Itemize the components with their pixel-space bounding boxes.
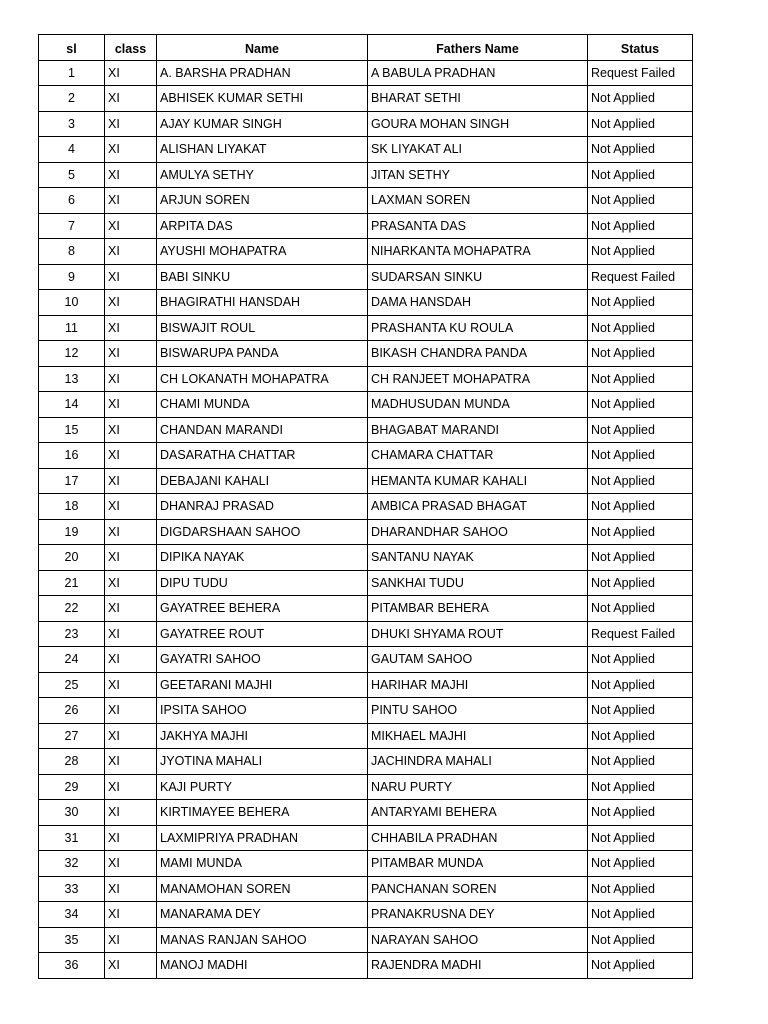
table-row bbox=[39, 341, 693, 367]
table-row bbox=[39, 468, 693, 494]
cell-fathers-name: NARAYAN SAHOO bbox=[368, 927, 588, 953]
cell-status: Request Failed bbox=[588, 60, 693, 86]
cell-fathers-name: ANTARYAMI BEHERA bbox=[368, 800, 588, 826]
cell-fathers-name: SK LIYAKAT ALI bbox=[368, 137, 588, 163]
cell-class: XI bbox=[105, 162, 157, 188]
table-row bbox=[39, 927, 693, 953]
cell-status: Not Applied bbox=[588, 494, 693, 520]
header-sl: sl bbox=[39, 35, 105, 61]
cell-sl: 4 bbox=[39, 137, 105, 163]
cell-fathers-name: DAMA HANSDAH bbox=[368, 290, 588, 316]
cell-sl: 13 bbox=[39, 366, 105, 392]
header-fathers-name: Fathers Name bbox=[368, 35, 588, 61]
cell-class: XI bbox=[105, 570, 157, 596]
cell-name: GAYATREE ROUT bbox=[157, 621, 368, 647]
cell-status: Not Applied bbox=[588, 749, 693, 775]
table-row bbox=[39, 366, 693, 392]
cell-status: Not Applied bbox=[588, 902, 693, 928]
cell-class: XI bbox=[105, 545, 157, 571]
cell-name: JYOTINA MAHALI bbox=[157, 749, 368, 775]
cell-class: XI bbox=[105, 341, 157, 367]
cell-name: AJAY KUMAR SINGH bbox=[157, 111, 368, 137]
cell-name: CHANDAN MARANDI bbox=[157, 417, 368, 443]
cell-status: Not Applied bbox=[588, 953, 693, 979]
cell-status: Not Applied bbox=[588, 392, 693, 418]
cell-sl: 25 bbox=[39, 672, 105, 698]
cell-sl: 18 bbox=[39, 494, 105, 520]
table-row bbox=[39, 902, 693, 928]
cell-fathers-name: NARU PURTY bbox=[368, 774, 588, 800]
table-row bbox=[39, 749, 693, 775]
cell-class: XI bbox=[105, 596, 157, 622]
table-row bbox=[39, 774, 693, 800]
cell-name: GEETARANI MAJHI bbox=[157, 672, 368, 698]
cell-fathers-name: HEMANTA KUMAR KAHALI bbox=[368, 468, 588, 494]
cell-sl: 6 bbox=[39, 188, 105, 214]
cell-status: Request Failed bbox=[588, 264, 693, 290]
cell-status: Not Applied bbox=[588, 417, 693, 443]
cell-class: XI bbox=[105, 137, 157, 163]
cell-fathers-name: DHUKI SHYAMA ROUT bbox=[368, 621, 588, 647]
cell-name: MANAMOHAN SOREN bbox=[157, 876, 368, 902]
cell-sl: 5 bbox=[39, 162, 105, 188]
cell-class: XI bbox=[105, 902, 157, 928]
cell-status: Not Applied bbox=[588, 111, 693, 137]
cell-class: XI bbox=[105, 188, 157, 214]
cell-fathers-name: PITAMBAR BEHERA bbox=[368, 596, 588, 622]
cell-name: KIRTIMAYEE BEHERA bbox=[157, 800, 368, 826]
cell-sl: 9 bbox=[39, 264, 105, 290]
cell-class: XI bbox=[105, 825, 157, 851]
cell-sl: 20 bbox=[39, 545, 105, 571]
cell-class: XI bbox=[105, 647, 157, 673]
table-row bbox=[39, 60, 693, 86]
cell-fathers-name: MADHUSUDAN MUNDA bbox=[368, 392, 588, 418]
cell-class: XI bbox=[105, 239, 157, 265]
cell-fathers-name: CH RANJEET MOHAPATRA bbox=[368, 366, 588, 392]
cell-name: KAJI PURTY bbox=[157, 774, 368, 800]
cell-name: IPSITA SAHOO bbox=[157, 698, 368, 724]
table-row bbox=[39, 825, 693, 851]
cell-status: Not Applied bbox=[588, 723, 693, 749]
table-body bbox=[39, 60, 693, 978]
cell-name: BABI SINKU bbox=[157, 264, 368, 290]
cell-fathers-name: HARIHAR MAJHI bbox=[368, 672, 588, 698]
cell-class: XI bbox=[105, 443, 157, 469]
cell-name: DIGDARSHAAN SAHOO bbox=[157, 519, 368, 545]
cell-class: XI bbox=[105, 876, 157, 902]
cell-name: MANAS RANJAN SAHOO bbox=[157, 927, 368, 953]
cell-class: XI bbox=[105, 774, 157, 800]
cell-fathers-name: JITAN SETHY bbox=[368, 162, 588, 188]
cell-class: XI bbox=[105, 953, 157, 979]
cell-status: Not Applied bbox=[588, 672, 693, 698]
cell-status: Not Applied bbox=[588, 698, 693, 724]
cell-status: Not Applied bbox=[588, 647, 693, 673]
cell-status: Not Applied bbox=[588, 162, 693, 188]
cell-class: XI bbox=[105, 366, 157, 392]
cell-class: XI bbox=[105, 86, 157, 112]
cell-class: XI bbox=[105, 494, 157, 520]
cell-sl: 23 bbox=[39, 621, 105, 647]
table-row bbox=[39, 443, 693, 469]
cell-sl: 29 bbox=[39, 774, 105, 800]
cell-sl: 11 bbox=[39, 315, 105, 341]
header-class: class bbox=[105, 35, 157, 61]
cell-class: XI bbox=[105, 264, 157, 290]
cell-sl: 33 bbox=[39, 876, 105, 902]
cell-class: XI bbox=[105, 468, 157, 494]
table-row bbox=[39, 239, 693, 265]
cell-name: MAMI MUNDA bbox=[157, 851, 368, 877]
cell-sl: 27 bbox=[39, 723, 105, 749]
cell-fathers-name: GAUTAM SAHOO bbox=[368, 647, 588, 673]
cell-fathers-name: PITAMBAR MUNDA bbox=[368, 851, 588, 877]
cell-sl: 7 bbox=[39, 213, 105, 239]
table-row bbox=[39, 137, 693, 163]
cell-fathers-name: PRASHANTA KU ROULA bbox=[368, 315, 588, 341]
cell-fathers-name: SANKHAI TUDU bbox=[368, 570, 588, 596]
table-row bbox=[39, 800, 693, 826]
cell-name: ARJUN SOREN bbox=[157, 188, 368, 214]
cell-sl: 30 bbox=[39, 800, 105, 826]
table-row bbox=[39, 621, 693, 647]
table-row bbox=[39, 188, 693, 214]
header-status: Status bbox=[588, 35, 693, 61]
cell-name: AMULYA SETHY bbox=[157, 162, 368, 188]
cell-fathers-name: LAXMAN SOREN bbox=[368, 188, 588, 214]
cell-name: MANARAMA DEY bbox=[157, 902, 368, 928]
cell-fathers-name: DHARANDHAR SAHOO bbox=[368, 519, 588, 545]
cell-sl: 19 bbox=[39, 519, 105, 545]
cell-fathers-name: AMBICA PRASAD BHAGAT bbox=[368, 494, 588, 520]
table-row bbox=[39, 723, 693, 749]
cell-fathers-name: BHAGABAT MARANDI bbox=[368, 417, 588, 443]
cell-fathers-name: NIHARKANTA MOHAPATRA bbox=[368, 239, 588, 265]
cell-sl: 35 bbox=[39, 927, 105, 953]
header-row bbox=[39, 35, 693, 61]
table-row bbox=[39, 570, 693, 596]
cell-name: ABHISEK KUMAR SETHI bbox=[157, 86, 368, 112]
table-row bbox=[39, 519, 693, 545]
cell-name: AYUSHI MOHAPATRA bbox=[157, 239, 368, 265]
cell-status: Not Applied bbox=[588, 188, 693, 214]
cell-name: CH LOKANATH MOHAPATRA bbox=[157, 366, 368, 392]
cell-sl: 17 bbox=[39, 468, 105, 494]
cell-class: XI bbox=[105, 519, 157, 545]
table-row bbox=[39, 86, 693, 112]
cell-name: GAYATREE BEHERA bbox=[157, 596, 368, 622]
cell-sl: 10 bbox=[39, 290, 105, 316]
cell-name: JAKHYA MAJHI bbox=[157, 723, 368, 749]
table-row bbox=[39, 545, 693, 571]
cell-class: XI bbox=[105, 749, 157, 775]
cell-class: XI bbox=[105, 927, 157, 953]
table-row bbox=[39, 264, 693, 290]
cell-status: Not Applied bbox=[588, 315, 693, 341]
cell-fathers-name: JACHINDRA MAHALI bbox=[368, 749, 588, 775]
cell-status: Not Applied bbox=[588, 239, 693, 265]
cell-status: Not Applied bbox=[588, 570, 693, 596]
cell-status: Not Applied bbox=[588, 443, 693, 469]
cell-sl: 31 bbox=[39, 825, 105, 851]
cell-status: Request Failed bbox=[588, 621, 693, 647]
cell-name: DEBAJANI KAHALI bbox=[157, 468, 368, 494]
cell-status: Not Applied bbox=[588, 290, 693, 316]
cell-class: XI bbox=[105, 672, 157, 698]
cell-status: Not Applied bbox=[588, 825, 693, 851]
cell-sl: 2 bbox=[39, 86, 105, 112]
cell-name: ALISHAN LIYAKAT bbox=[157, 137, 368, 163]
cell-status: Not Applied bbox=[588, 851, 693, 877]
cell-sl: 36 bbox=[39, 953, 105, 979]
cell-fathers-name: A BABULA PRADHAN bbox=[368, 60, 588, 86]
cell-sl: 15 bbox=[39, 417, 105, 443]
cell-name: ARPITA DAS bbox=[157, 213, 368, 239]
cell-name: DHANRAJ PRASAD bbox=[157, 494, 368, 520]
cell-fathers-name: RAJENDRA MADHI bbox=[368, 953, 588, 979]
table-row bbox=[39, 290, 693, 316]
cell-name: MANOJ MADHI bbox=[157, 953, 368, 979]
cell-sl: 21 bbox=[39, 570, 105, 596]
table-row bbox=[39, 494, 693, 520]
cell-status: Not Applied bbox=[588, 366, 693, 392]
cell-name: DIPU TUDU bbox=[157, 570, 368, 596]
table-row bbox=[39, 851, 693, 877]
cell-status: Not Applied bbox=[588, 774, 693, 800]
cell-name: DASARATHA CHATTAR bbox=[157, 443, 368, 469]
table-row bbox=[39, 953, 693, 979]
cell-fathers-name: CHHABILA PRADHAN bbox=[368, 825, 588, 851]
table-row bbox=[39, 111, 693, 137]
cell-fathers-name: SANTANU NAYAK bbox=[368, 545, 588, 571]
cell-class: XI bbox=[105, 698, 157, 724]
cell-class: XI bbox=[105, 392, 157, 418]
cell-sl: 26 bbox=[39, 698, 105, 724]
cell-sl: 24 bbox=[39, 647, 105, 673]
table-row bbox=[39, 596, 693, 622]
cell-fathers-name: CHAMARA CHATTAR bbox=[368, 443, 588, 469]
cell-status: Not Applied bbox=[588, 519, 693, 545]
cell-class: XI bbox=[105, 723, 157, 749]
table-row bbox=[39, 213, 693, 239]
student-status-sheet bbox=[38, 34, 692, 979]
cell-sl: 3 bbox=[39, 111, 105, 137]
cell-status: Not Applied bbox=[588, 137, 693, 163]
cell-fathers-name: PRANAKRUSNA DEY bbox=[368, 902, 588, 928]
cell-sl: 16 bbox=[39, 443, 105, 469]
cell-status: Not Applied bbox=[588, 596, 693, 622]
cell-status: Not Applied bbox=[588, 86, 693, 112]
cell-fathers-name: PRASANTA DAS bbox=[368, 213, 588, 239]
table-header bbox=[39, 35, 693, 61]
cell-class: XI bbox=[105, 60, 157, 86]
cell-status: Not Applied bbox=[588, 876, 693, 902]
table-row bbox=[39, 647, 693, 673]
table-row bbox=[39, 392, 693, 418]
cell-sl: 22 bbox=[39, 596, 105, 622]
cell-status: Not Applied bbox=[588, 800, 693, 826]
header-name: Name bbox=[157, 35, 368, 61]
table-row bbox=[39, 162, 693, 188]
cell-name: BISWARUPA PANDA bbox=[157, 341, 368, 367]
cell-fathers-name: SUDARSAN SINKU bbox=[368, 264, 588, 290]
cell-class: XI bbox=[105, 417, 157, 443]
cell-class: XI bbox=[105, 290, 157, 316]
cell-fathers-name: BHARAT SETHI bbox=[368, 86, 588, 112]
cell-sl: 28 bbox=[39, 749, 105, 775]
cell-name: DIPIKA NAYAK bbox=[157, 545, 368, 571]
cell-name: LAXMIPRIYA PRADHAN bbox=[157, 825, 368, 851]
cell-name: BISWAJIT ROUL bbox=[157, 315, 368, 341]
table-row bbox=[39, 315, 693, 341]
cell-sl: 32 bbox=[39, 851, 105, 877]
table-row bbox=[39, 698, 693, 724]
cell-name: GAYATRI SAHOO bbox=[157, 647, 368, 673]
cell-sl: 8 bbox=[39, 239, 105, 265]
cell-status: Not Applied bbox=[588, 341, 693, 367]
cell-fathers-name: BIKASH CHANDRA PANDA bbox=[368, 341, 588, 367]
cell-class: XI bbox=[105, 315, 157, 341]
cell-name: A. BARSHA PRADHAN bbox=[157, 60, 368, 86]
table-row bbox=[39, 876, 693, 902]
table-row bbox=[39, 672, 693, 698]
cell-name: CHAMI MUNDA bbox=[157, 392, 368, 418]
cell-sl: 14 bbox=[39, 392, 105, 418]
cell-fathers-name: PANCHANAN SOREN bbox=[368, 876, 588, 902]
cell-fathers-name: PINTU SAHOO bbox=[368, 698, 588, 724]
cell-name: BHAGIRATHI HANSDAH bbox=[157, 290, 368, 316]
cell-status: Not Applied bbox=[588, 213, 693, 239]
cell-fathers-name: MIKHAEL MAJHI bbox=[368, 723, 588, 749]
cell-fathers-name: GOURA MOHAN SINGH bbox=[368, 111, 588, 137]
cell-class: XI bbox=[105, 851, 157, 877]
cell-sl: 34 bbox=[39, 902, 105, 928]
cell-status: Not Applied bbox=[588, 545, 693, 571]
cell-class: XI bbox=[105, 800, 157, 826]
cell-status: Not Applied bbox=[588, 468, 693, 494]
cell-class: XI bbox=[105, 213, 157, 239]
table-row bbox=[39, 417, 693, 443]
cell-sl: 1 bbox=[39, 60, 105, 86]
cell-sl: 12 bbox=[39, 341, 105, 367]
cell-class: XI bbox=[105, 621, 157, 647]
cell-status: Not Applied bbox=[588, 927, 693, 953]
cell-class: XI bbox=[105, 111, 157, 137]
student-table bbox=[38, 34, 693, 979]
